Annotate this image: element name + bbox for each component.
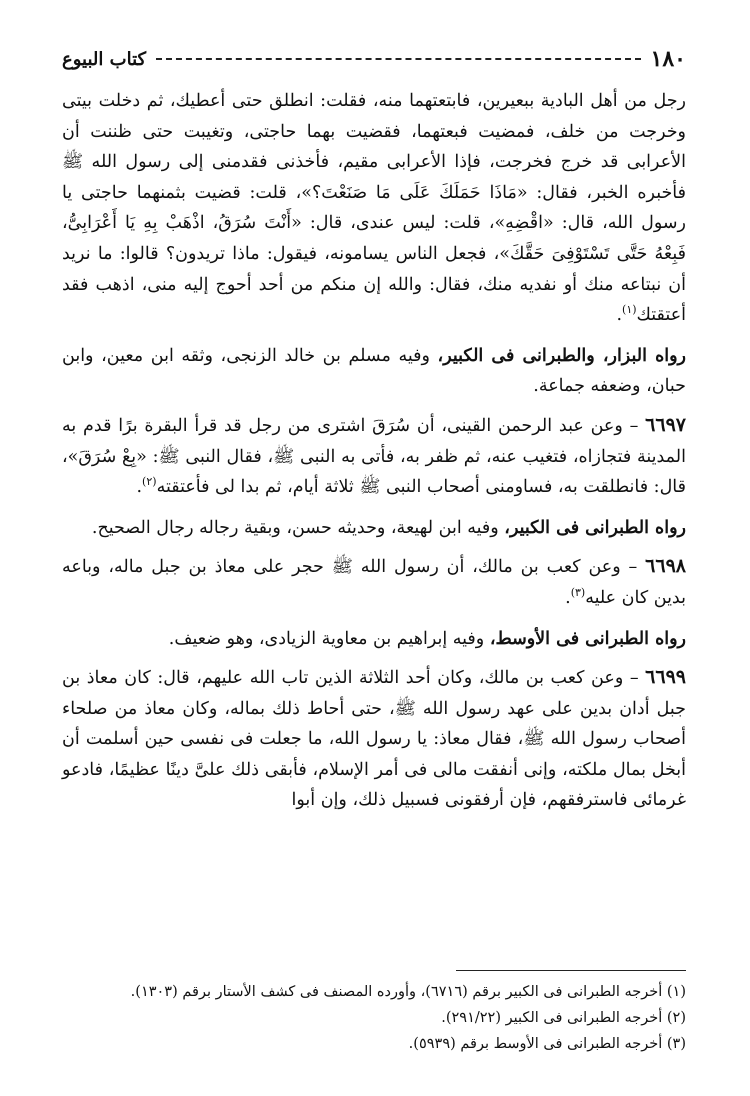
footnote-ref-3: (٣) <box>570 586 586 600</box>
source-note-2 <box>62 513 686 544</box>
page-body <box>62 42 686 816</box>
hadith-end: . <box>565 587 571 608</box>
source-note-2-bold: رواه الطبرانى فى الكبير، <box>504 517 686 538</box>
hadith-6698 <box>62 551 686 613</box>
hadith-number: ٦٦٩٩ <box>645 666 686 689</box>
source-note-3-text: وفيه إبراهيم بن معاوية الزيادى، وهو ضعيف. <box>168 628 490 649</box>
source-note-1-text: وفيه مسلم بن خالد الزنجى، وثقه ابن معين، وابن حبان، وضعفه جماعة. <box>62 345 686 397</box>
footnote-3: (٣) أخرجه الطبرانى فى الأوسط برقم (٥٩٣٩). <box>408 1036 686 1052</box>
source-note-1 <box>62 341 686 402</box>
footnote-1: (١) أخرجه الطبرانى فى الكبير برقم (٦٧١٦)، وأورده المصنف فى كشف الأستار برقم (١٣٠٣). <box>130 984 686 1000</box>
page-header <box>62 42 686 76</box>
source-note-3 <box>62 624 686 655</box>
source-note-2-text: وفيه ابن لهيعة، وحديثه حسن، وبقية رجاله رجال الصحيح. <box>91 517 505 538</box>
hadith-text: – وعن كعب بن مالك، وكان أحد الثلاثة الذين تاب الله عليهم، قال: كان معاذ بن جبل أدان بدين على عهد رسول الله ﷺ، حتى أحاط ذلك بماله، وكان معاذ من صلحاء أصحاب رسول الله ﷺ، فقال معاذ: يا رسول الله، ما جعلت فى نفسى حين أسلمت أن أبخل بمال ملكته، وإنى أنفقت مالى فى أمر الإسلام، فأبقى ذلك علىَّ دينًا عظيمًا، فادعو غرمائى فاسترفقهم، فإن أرفقونى فسبيل ذلك، وإن أبوا <box>62 668 686 811</box>
footnote-ref-2: (٢) <box>142 475 157 489</box>
intro-end: . <box>616 305 623 326</box>
source-note-3-bold: رواه الطبرانى فى الأوسط، <box>489 628 686 649</box>
hadith-end: . <box>136 477 143 498</box>
hadith-number: ٦٦٩٧ <box>645 413 686 436</box>
header-dashed-rule <box>156 58 640 60</box>
footnote-2: (٢) أخرجه الطبرانى فى الكبير (٢٩١/٢٢). <box>441 1010 686 1026</box>
footnotes <box>62 970 686 1057</box>
book-title: كتاب البيوع <box>62 48 147 70</box>
intro-paragraph <box>62 86 686 331</box>
hadith-text: – وعن كعب بن مالك، أن رسول الله ﷺ حجر على معاذ بن جبل ماله، وباعه بدين كان عليه <box>62 557 686 608</box>
hadith-6699 <box>62 662 686 816</box>
hadith-number: ٦٦٩٨ <box>645 555 686 578</box>
footnote-rule <box>456 970 686 971</box>
page-number: ١٨٠ <box>650 46 686 72</box>
source-note-1-bold: رواه البزار، والطبرانى فى الكبير، <box>437 345 686 366</box>
hadith-text: – وعن عبد الرحمن القينى، أن سُرَقَ اشترى من رجل قد قرأ البقرة برًا قدم به المدينة فتجازاه، فتغيب عنه، ثم ظفر به، فأتى به النبى ﷺ، فقال النبى ﷺ: «بِعْ سُرَقَ»، قال: فانطلقت به، فساومنى أصحاب النبى ﷺ ثلاثة أيام، ثم بدا لى فأعتقته <box>62 415 686 498</box>
hadith-6697 <box>62 410 686 503</box>
footnote-ref-1: (١) <box>622 303 637 317</box>
intro-text: رجل من أهل البادية ببعيرين، فابتعتهما منه، فقلت: انطلق حتى أعطيك، ثم دخلت بيتى وخرجت من خلف، فمضيت فبعتهما، فقضيت بهما حاجتى، وتغيبت حتى ظننت أن الأعرابى قد خرج فخرجت، فإذا الأعرابى مقيم، فأخذنى فقدمنى إلى رسول الله ﷺ فأخبره الخبر، فقال: «مَاذَا حَمَلَكَ عَلَى مَا صَنَعْتَ؟»، قلت: قضيت بثمنهما حاجتى يا رسول الله، قال: «اقْضِهِ»، قلت: ليس عندى، قال: «أَنْتَ سُرَقُ، اذْهَبْ بِهِ يَا أَعْرَابِىُّ، فَبِعْهُ حَتَّى تَسْتَوْفِىَ حَقَّكَ»، فجعل الناس يسامونه، فيقول: ماذا تريدون؟ قالوا: ما نريد أن نبتاعه منك أو نفديه منك، فقال: والله إن منكم من أحد أحوج إليه منى، اذهب فقد أعتقتك <box>62 91 686 326</box>
